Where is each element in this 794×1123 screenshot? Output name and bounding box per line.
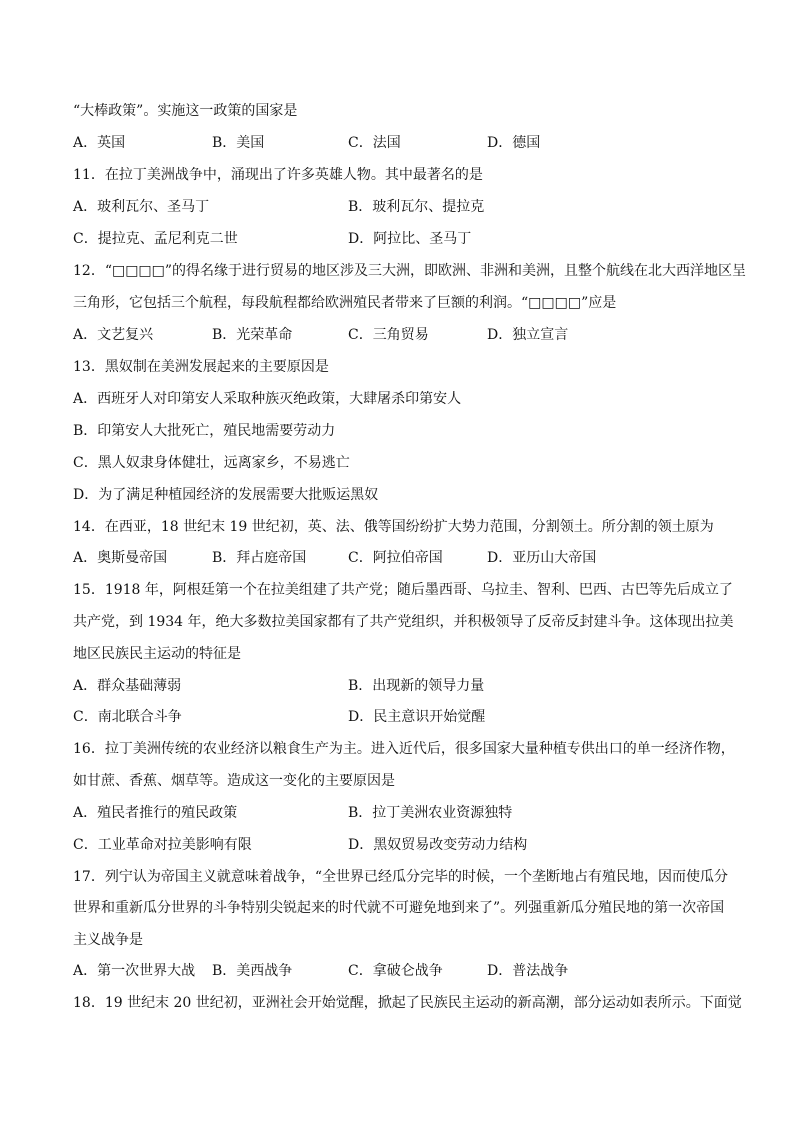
q10-option-b: B．美国: [212, 135, 265, 151]
q12-option-b: B．光荣革命: [212, 327, 293, 343]
q14-option-b: B．拜占庭帝国: [212, 550, 307, 566]
q13-option-b: B．印第安人大批死亡，殖民地需要劳动力: [73, 423, 336, 439]
q11-option-b: B．玻利瓦尔、提拉克: [348, 199, 485, 215]
q15-option-b: B．出现新的领导力量: [348, 678, 485, 694]
q12-option-c: C．三角贸易: [348, 327, 429, 343]
q16-option-a: A．殖民者推行的殖民政策: [73, 805, 238, 821]
question-11-stem: 11．在拉丁美洲战争中，涌现出了许多英雄人物。其中最著名的是: [73, 167, 483, 183]
q17-option-d: D．普法战争: [487, 963, 569, 979]
q17-option-a: A．第一次世界大战: [73, 963, 196, 979]
question-15-stem-line1: 15．1918 年，阿根廷第一个在拉美组建了共产党；随后墨西哥、乌拉圭、智利、巴西、古巴等先后成立了: [73, 582, 733, 598]
q16-option-d: D．黑奴贸易改变劳动力结构: [348, 837, 528, 853]
q14-option-a: A．奥斯曼帝国: [73, 550, 168, 566]
q10-option-d: D．德国: [487, 135, 541, 151]
question-13-stem: 13．黑奴制在美洲发展起来的主要原因是: [73, 359, 329, 375]
question-17-stem-line1: 17．列宁认为帝国主义就意味着战争，“全世界已经瓜分完毕的时候，一个垄断地占有殖民地，因而使瓜分: [73, 869, 728, 885]
q16-option-b: B．拉丁美洲农业资源独特: [348, 805, 513, 821]
q15-option-d: D．民主意识开始觉醒: [348, 709, 486, 725]
q17-option-c: C．拿破仑战争: [348, 963, 443, 979]
q17-option-b: B．美西战争: [212, 963, 293, 979]
q13-option-c: C．黑人奴隶身体健壮，远离家乡，不易逃亡: [73, 455, 350, 471]
q15-option-a: A．群众基础薄弱: [73, 678, 182, 694]
q13-option-d: D．为了满足种植园经济的发展需要大批贩运黑奴: [73, 487, 379, 503]
question-12-stem-line2: 三角形，它包括三个航程，每段航程都给欧洲殖民者带来了巨额的利润。“□□□□”应是: [73, 295, 617, 311]
q10-option-c: C．法国: [348, 135, 401, 151]
q11-option-c: C．提拉克、孟尼利克二世: [73, 231, 238, 247]
q12-option-a: A．文艺复兴: [73, 327, 154, 343]
q12-option-d: D．独立宣言: [487, 327, 569, 343]
question-18-stem: 18．19 世纪末 20 世纪初，亚洲社会开始觉醒，掀起了民族民主运动的新高潮，部分运动如表所示。下面觉: [73, 995, 742, 1011]
q14-option-d: D．亚历山大帝国: [487, 550, 597, 566]
q15-option-c: C．南北联合斗争: [73, 709, 182, 725]
question-15-stem-line2: 共产党，到 1934 年，绝大多数拉美国家都有了共产党组织，并积极领导了反帝反封建斗争。这体现出拉美: [73, 614, 734, 630]
question-17-stem-line2: 世界和重新瓜分世界的斗争特别尖锐起来的时代就不可避免地到来了”。列强重新瓜分殖民地的第一次帝国: [73, 900, 725, 916]
question-14-stem: 14．在西亚，18 世纪末 19 世纪初，英、法、俄等国纷纷扩大势力范围，分割领土。所分割的领土原为: [73, 519, 714, 535]
q13-option-a: A．西班牙人对印第安人采取种族灭绝政策，大肆屠杀印第安人: [73, 391, 462, 407]
question-15-stem-line3: 地区民族民主运动的特征是: [73, 646, 241, 662]
q11-option-a: A．玻利瓦尔、圣马丁: [73, 199, 210, 215]
question-16-stem-line1: 16．拉丁美洲传统的农业经济以粮食生产为主。进入近代后，很多国家大量种植专供出口的单一经济作物，: [73, 741, 735, 757]
q11-option-d: D．阿拉比、圣马丁: [348, 231, 472, 247]
question-10-stem-tail: “大棒政策”。实施这一政策的国家是: [73, 103, 298, 119]
q16-option-c: C．工业革命对拉美影响有限: [73, 837, 252, 853]
question-12-stem-line1: 12．“□□□□”的得名缘于进行贸易的地区涉及三大洲，即欧洲、非洲和美洲，且整个航线在北大西洋地区呈: [73, 263, 747, 279]
q14-option-c: C．阿拉伯帝国: [348, 550, 443, 566]
question-16-stem-line2: 如甘蔗、香蕉、烟草等。造成这一变化的主要原因是: [73, 773, 395, 789]
q10-option-a: A．英国: [73, 135, 126, 151]
question-17-stem-line3: 主义战争是: [73, 932, 143, 948]
